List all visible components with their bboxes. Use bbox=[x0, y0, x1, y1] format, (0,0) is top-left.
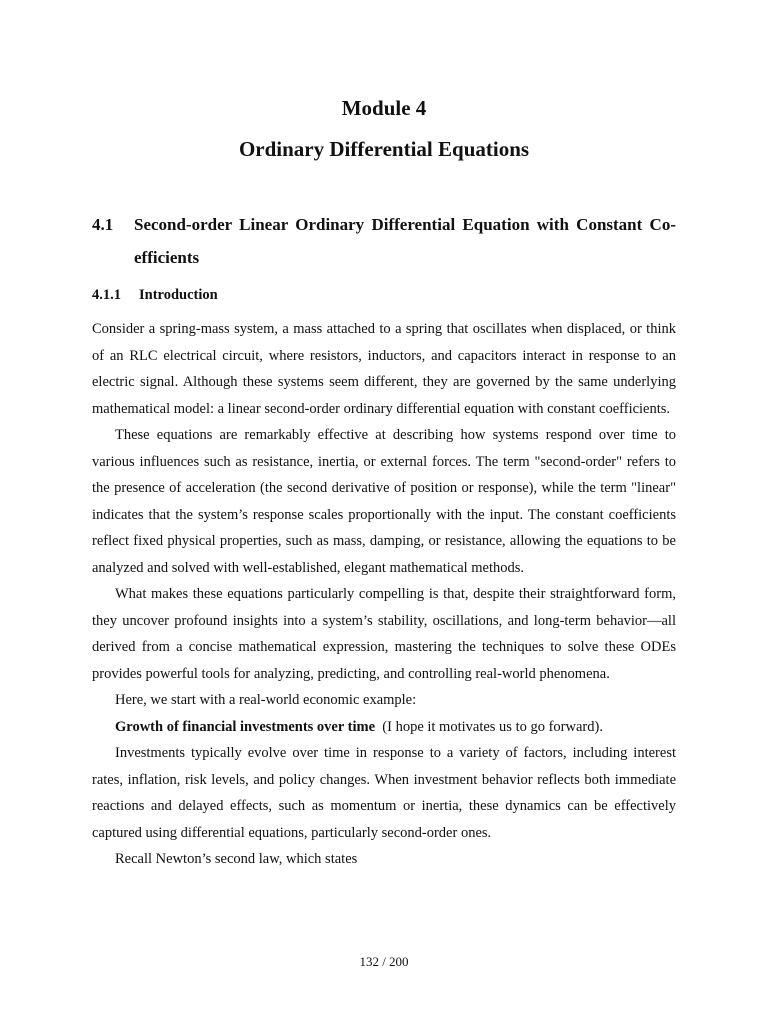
subsection-number: 4.1.1 bbox=[92, 287, 121, 303]
paragraph-7: Recall Newton’s second law, which states bbox=[115, 851, 358, 867]
page-number: 132 / 200 bbox=[359, 954, 409, 969]
section-heading bbox=[92, 208, 676, 274]
module-title: Ordinary Differential Equations bbox=[238, 137, 530, 161]
section-title: Second-order Linear Ordinary Differential Equation with Constant Co-efficients bbox=[134, 215, 676, 267]
body-text bbox=[92, 316, 676, 873]
module-number: Module 4 bbox=[341, 96, 427, 120]
section-number: 4.1 bbox=[92, 215, 114, 234]
subsection-heading bbox=[92, 284, 218, 306]
paragraph-6: Investments typically evolve over time in response to a variety of factors, including interest rates, inflation, risk levels, and policy changes. When investment behavior reflects both immediate reactions and delayed effects, such as momentum or inertia, these dynamics can be effectively captured using differential equations, particularly second-order ones. bbox=[92, 745, 676, 841]
paragraph-1: Consider a spring-mass system, a mass attached to a spring that oscillates when displaced, or think of an RLC electrical circuit, where resistors, inductors, and capacitors interact in response to an electric signal. Although these systems seem different, they are governed by the same underlying mathematical model: a linear second-order ordinary differential equation with constant coefficients. bbox=[92, 321, 676, 417]
example-note: (I hope it motivates us to go forward). bbox=[375, 718, 603, 735]
paragraph-5 bbox=[92, 714, 676, 741]
paragraph-3: What makes these equations particularly compelling is that, despite their straightforward form, they uncover profound insights into a system’s stability, oscillations, and long-term behavior—all derived from a concise mathematical expression, mastering the techniques to solve these ODEs provides powerful tools for analyzing, predicting, and controlling real-world phenomena. bbox=[92, 586, 676, 682]
example-heading: Growth of financial investments over time bbox=[115, 718, 376, 735]
subsection-title: Introduction bbox=[139, 287, 218, 303]
paragraph-2: These equations are remarkably effective at describing how systems respond over time to various influences such as resistance, inertia, or external forces. The term "second-order" refers to the presence of acceleration (the second derivative of position or response), while the term "linear" indicates that the system’s response scales proportionally with the input. The constant coefficients reflect fixed physical properties, such as mass, damping, or resistance, allowing the equations to be analyzed and solved with well-established, elegant mathematical methods. bbox=[92, 427, 676, 576]
paragraph-4: Here, we start with a real-world economic example: bbox=[115, 692, 417, 708]
